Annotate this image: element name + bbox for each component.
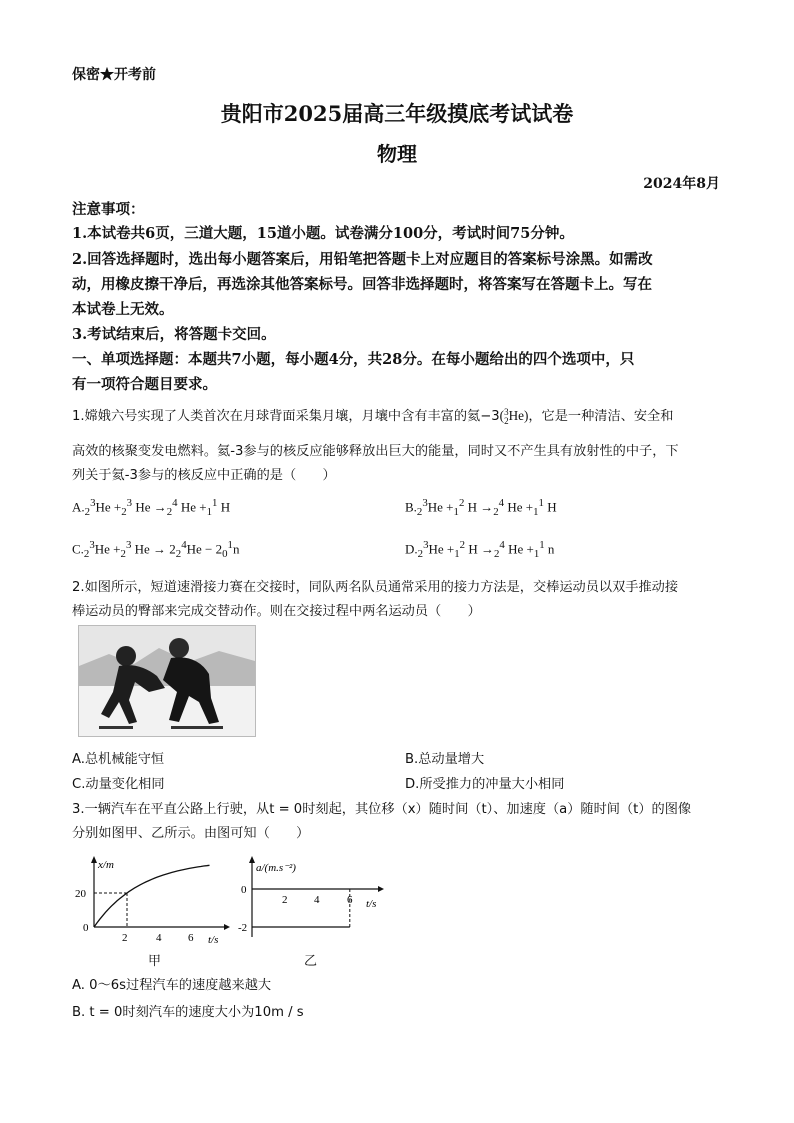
q2-option-b[interactable]: B.总动量增大 <box>405 752 485 767</box>
jia-curve <box>94 865 210 927</box>
exam-title: 贵阳市2025届高三年级摸底考试试卷 <box>220 101 574 126</box>
notes-line-3: 3.考试结束后，将答题卡交回。 <box>72 326 276 343</box>
q3-line-2: 分别如图甲、乙所示。由图可知（ ） <box>72 826 310 841</box>
notes-line-1: 1.本试卷共6页，三道大题，15道小题。试卷满分100分，考试时间75分钟。 <box>72 225 574 242</box>
q2-option-c[interactable]: C.动量变化相同 <box>72 777 165 792</box>
graph-yi-a-t <box>238 855 398 950</box>
q2-option-a[interactable]: A.总机械能守恒 <box>72 752 165 767</box>
q2-option-d[interactable]: D.所受推力的冲量大小相同 <box>405 777 565 792</box>
yi-xtick-6: 6 <box>347 894 353 906</box>
subject-title: 物理 <box>377 142 417 166</box>
notes-line-2b: 动，用橡皮擦干净后，再选涂其他答案标号。回答非选择题时，将答案写在答题卡上。写在 <box>72 276 652 293</box>
jia-xtick-2: 2 <box>122 932 128 944</box>
exam-date: 2024年8月 <box>643 176 720 192</box>
q1-line-1 <box>72 405 673 426</box>
speed-skating-relay-photo <box>78 625 256 737</box>
confidential-label: 保密★开考前 <box>72 67 156 83</box>
caption-yi: 乙 <box>304 954 318 969</box>
yi-xlabel: t/s <box>366 898 377 910</box>
yi-ylabel: a/(m.s⁻²) <box>256 862 296 874</box>
jia-x-arrow <box>224 924 230 930</box>
q2-line-2: 棒运动员的臀部来完成交替动作。则在交接过程中两名运动员（ ） <box>72 604 481 619</box>
graph-jia-x-t <box>72 855 232 950</box>
q1-option-d[interactable]: $D._2^3He +_1^2$ $H \to_2^4$ $He +_1^1$ n <box>405 539 555 560</box>
yi-ytick-0: 0 <box>241 884 247 896</box>
yi-y-arrow <box>249 856 255 863</box>
section1-line-2: 有一项符合题目要求。 <box>72 376 217 393</box>
q3-line-1: 3.一辆汽车在平直公路上行驶，从t = 0时刻起，其位移（x）随时间（t）、加速度（a）随时间（t）的图像 <box>72 802 692 817</box>
q1-he3-symbol: (3 2He) <box>499 406 529 426</box>
q1-line-1-post: ，它是一种清洁、安全和 <box>528 409 674 424</box>
q3-option-b[interactable]: B. t = 0时刻汽车的速度大小为10m / s <box>72 1005 304 1020</box>
q1-option-c[interactable]: $C._2^3He +_2^3$ $He \to 2_2^4He - 2_0^1n$ <box>72 539 240 560</box>
q1-line-1-pre: 1.嫦娥六号实现了人类首次在月球背面采集月壤，月壤中含有丰富的氦−3 <box>72 409 500 424</box>
q1-option-a[interactable]: $A._2^3He +_2^3$ $He \to_2^4$ $He +_1^1$ H <box>72 497 231 518</box>
q3-option-a[interactable]: A. 0～6s过程汽车的速度越来越大 <box>72 978 272 993</box>
jia-xtick-4: 4 <box>156 932 162 944</box>
jia-xtick-6: 6 <box>188 932 194 944</box>
notes-line-2a: 2.回答选择题时，选出每小题答案后，用铅笔把答题卡上对应题目的答案标号涂黑。如需改 <box>72 251 653 268</box>
q2-line-1: 2.如图所示，短道速滑接力赛在交接时，同队两名队员通常采用的接力方法是，交棒运动员以双手推动接 <box>72 580 679 595</box>
notes-line-2c: 本试卷上无效。 <box>72 301 174 318</box>
jia-origin: 0 <box>83 922 89 934</box>
q1-line-3: 列关于氦-3参与的核反应中正确的是（ ） <box>72 468 336 483</box>
yi-xtick-2: 2 <box>282 894 288 906</box>
yi-xtick-4: 4 <box>314 894 320 906</box>
yi-ytick-neg2: -2 <box>238 922 248 934</box>
q1-line-2: 高效的核聚变发电燃料。氦-3参与的核反应能够释放出巨大的能量，同时又不产生具有放射性的中子，下 <box>72 444 679 459</box>
q1-option-b[interactable]: $B._2^3He +_1^2$ $H \to_2^4$ $He +_1^1$ H <box>405 497 557 518</box>
jia-ylabel: x/m <box>98 859 114 871</box>
jia-y-arrow <box>91 856 97 863</box>
section1-line-1: 一、单项选择题：本题共7小题，每小题4分，共28分。在每小题给出的四个选项中，只 <box>72 351 635 368</box>
notes-heading: 注意事项： <box>72 201 145 218</box>
jia-ytick-20: 20 <box>75 888 86 900</box>
jia-xlabel: t/s <box>208 934 219 946</box>
yi-x-arrow <box>378 886 384 892</box>
caption-jia: 甲 <box>148 954 162 969</box>
